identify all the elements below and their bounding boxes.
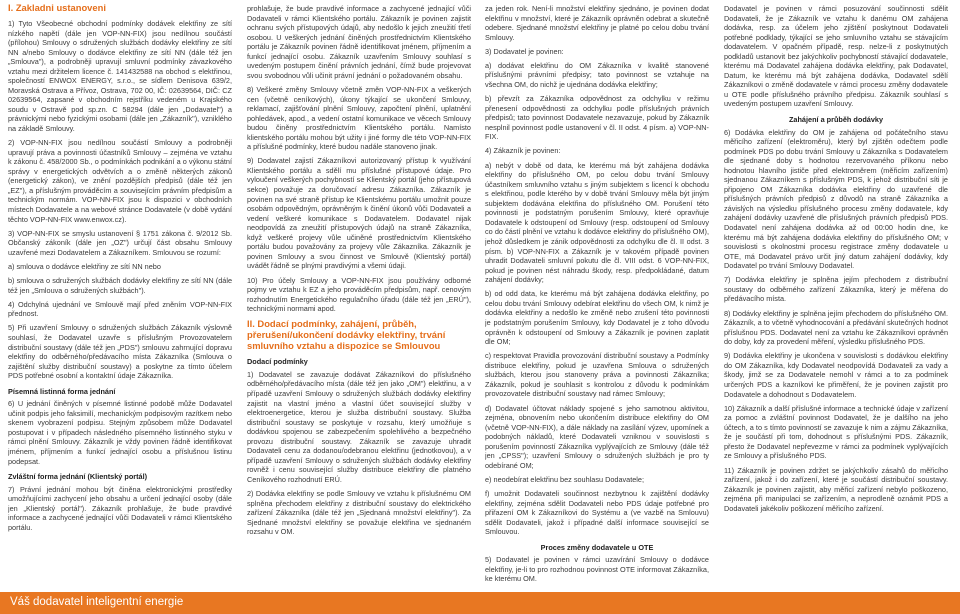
paragraph: 10) Pro účely Smlouvy a VOP-NN-FIX jsou používány odborné pojmy ve vztahu k EZ a jeho prováděcím předpisům, např. cenovým rozhodnutím Energetického regulačního úřadu (dále též jen „ERÚ"), technickými normami apod. [247,275,471,314]
col2-paragraphs-a [247,4,471,314]
paragraph: prohlašuje, že bude pravdivé informace a zachycené jednající vůči Dodavateli v rámci Klientského portálu. Zákazník je povinen zajistit ochranu svých přístupových údajů, aby nedošlo k jejich zneužití třetí osobou. U veškerých jednání činěných prostřednictvím Klientského portálu je Zákazník povinen řádně identifikovat jménem, příjmením a funkcí jednající osobu. Zákazník uzavřením Smlouvy souhlasí s uvedeným postupem činění právních jednání, čímž bude projevovat svou svobodnou vůli učinit právní jednání o požadovaném obsahu. [247,4,471,80]
column-1 [8,0,232,586]
paragraph: 2) VOP-NN-FIX jsou nedílnou součástí Smlouvy a podrobněji upravují práva a povinnosti účastníků Smlouvy – zejména ve vztahu k zákonu č. 458/2000 Sb., o podmínkách podnikání a o výkonu státní správy v energetických odvětvích a o změně některých zákonů (energetický zákon), ve znění pozdějších předpisů (dále též jen „EZ"), a příslušným prováděcím a souvisejícím právním předpisům a technickým normám. VOP-NN-FIX jsou k dispozici v obchodních místech Dodavatele a na webové stránce Dodavatele (v době vydání těchto VOP-NN-FIX www.enwox.cz). [8,138,232,224]
paragraph: 11) Zákazník je povinen zdržet se jakýchkoliv zásahů do měřicího zařízení, jakož i do zařízení, které je součástí distribuční soustavy. Zákazník je povinen zajistit, aby měřicí zařízení nebylo poškozeno, zejména při manipulaci se zařízením, a neprodleně oznámit PDS a Dodavateli jakékoliv poškození měřicího zařízení. [724,465,948,513]
paragraph: 1) Dodavatel se zavazuje dodávat Zákazníkovi do příslušného odběrného/předávacího místa (dále též jen jako „OM") elektřinu, a v případě uzavření Smlouvy o sdružených službách dodávky elektřiny zajistit na vlastní jméno a vlastní účet související služby v elektroenergetice, kterou je služba distribuční soustavy. Služba distribuční soustavy se poskytuje v rozsahu, který umožňuje s dodávkou spojenou se zabezpečením spolehlivého a bezpečného provozu distribuční soustavy. Zákazník se zavazuje uhradit Dodavateli cenu za dodanou/odebranou elektřinu (jednotkovou), a v případě uzavření Smlouvy o sdružených službách dodávky elektřiny rovněž i cenu související služby distribuce elektřiny dle platného Ceníkového rozhodnutí ERÚ. [247,369,471,484]
column-3 [485,4,709,590]
paragraph: d) Dodavatel účtovat náklady spojené s jeho samotnou aktivitou, zejména, obnovením nebo ukončením distribuce elektřiny do OM (včetně VOP-NN-FIX), a dále náklady na zasílání výzev, upomínek a podobných nákladů, které Dodavateli vzniknou v souvislosti s porušením povinností Zákazníka vyplývajících ze Smlouvy (dále též jen „CPSS"); uzavření Smlouvy o sdružených službách je pro ty odebírané OM; [485,403,709,470]
paragraph: b) smlouva o sdružených službách dodávky elektřiny ze sítí NN (dále též jen „Smlouva o sdružených službách"). [8,276,232,295]
col4-paragraphs-a [724,4,948,109]
col3-paragraphs-a [485,4,709,537]
paragraph: 8) Veškeré změny Smlouvy včetně změn VOP-NN-FIX a veškerých cen (včetně ceníkových), úkony týkající se ukončení Smlouvy, reklamací, zajišťování plnění Smlouvy, započtení plnění, uplatnění pohledávek, apod., a vedení ostatní komunikace ve věcech Smlouvy budou činěny prostřednictvím Klientského portálu. Namísto klientského portálu mohou být užity i jiné formy dle této VOP-NN-FIX a příslušné podmínky, které budou nadále stanoveno jinak. [247,84,471,152]
paragraph: a) smlouva o dodávce elektřiny ze sítí NN nebo [8,261,161,271]
paragraph: b) od odd data, ke kterému má být zahájena dodávka elektřiny, po celou dobu trvání Smlouvy odebírat elektřinu do všech OM, k nimž je dodávka elektřiny a nedošlo ke změně nebo zrušení této povinnosti je podstatným porušením Smlouvy, kdy Dodavatel je z toho důvodu oprávněn k odstoupení od Smlouvy a Zákazník je povinen zaplatit dle OM; [485,289,709,347]
subsection-title-klientsky-portal: Zvláštní forma jednání (Klientský portál) [8,472,148,482]
footer-bar [0,592,960,614]
paragraph: Dodavatel je povinen v rámci posuzování součinnosti sdělit Dodavateli, že je Zákazník ve vztahu k danému OM zahájena dodávka, resp. za účelem jeho zjištění poskytnout Dodavateli potřebné podklady, týkající se jeho smluvního vztahu se stávajícím dodavatelem. V opačném případě, resp. nelze-li z poskytnutých podkladů ustanovit bez jakýchkoliv pochybností stávající dodavatele, kterému má Dodavatel zahájena dodávka elektřiny, pak Dodavatel, Datum, ke kterému má být zahájena dodávka, Dodavatel sdělí Zákazníkovi o změně dodavatele v rámci procesu změny dodavatele u OTE podle příslušného právního předpisu. Zákazník souhlasí s uvedeným postupem uzavření Smlouvy. [724,4,948,109]
col4-paragraphs-b [724,128,948,514]
paragraph: 4) Zákazník je povinen: [485,146,561,156]
paragraph: 3) VOP-NN-FIX se smyslu ustanovení § 1751 zákona č. 9/2012 Sb. Občanský zákoník (dále jen „OZ") určují část obsahu Smlouvy uzavřené mezi Dodavatelem a Zákazníkem. Smlouvou se rozumí: [8,228,232,257]
paragraph: 6) U jednání činěných v písemné listinné podobě může Dodavatel učinit podpis jeho faksimilí, mechanickým podpisovým razítkem nebo skenem vyobrazení podpisu. Stejným způsobem může Dodavatel postupovat i v případech následného písemného listinného styku v rámci plnění Smlouvy. Zákazník je vždy povinen řádně identifikovat jménem, příjmením a funkcí jednající osobu a příslušnou listinu podepsat. [8,399,232,466]
col3-paragraphs-b [485,555,709,584]
column-4 [724,4,948,590]
paragraph: 6) Dodávka elektřiny do OM je zahájena od počátečního stavu měřicího zařízení (elektroměru), který byl zjištěn odečtem podle podmínek PDS po dobu trvání Smlouvy u Zákazníka s Dodavatelem dle sjednané doby s hodnotou rezervovaného příkonu nebo hodnotou hlavního jističe před elektroměrem (měřicím zařízením) sjednanou Zákazníkem s příslušným PDS, k jehož distribuční síti je připojeno OM Zákazníka dodávka elektřiny do uzavřené dle příslušných právních předpisů z důvodů na straně Zákazníka a závislých na výsledku příslušného procesu změny dodavatele, kdy zahájení dodávky uzavřené dle příslušných právních předpisů PDS. Dodavatel není zahájena dodávka až od 00:00 hodin dne, ke kterému má být zahájena dodávka elektřiny do příslušného OM; v souvislosti s okolnostmi procesu registrace změny dodavatele u OTE, má Dodavatel právo určit jiný datum zahájení dodávky, kdy Dodavatel po trvání Smlouvy Dodavatel. [724,127,948,271]
subsection-title-zahajeni-dodavky: Zahájení a průběh dodávky [788,115,884,125]
col1-form-paragraphs [8,399,232,466]
section-title-dodaci-podminky: II. Dodací podmínky, zahájení, průběh, přerušení/ukončení dodávky elektřiny, trvání smluvního vztahu a dispozice se Smlouvou [247,318,446,352]
paragraph: 7) Dodávka elektřiny je splněna jejím přechodem z distribuční soustavy do odběrného zařízení Zákazníka, který je měřena do předávacího místa. [724,275,948,304]
col1-client-paragraphs [8,485,232,533]
paragraph: za jeden rok. Není-li množství elektřiny sjednáno, je povinen dodat elektřinu v množství, které je Zákazník oprávněn odebrat a skutečně odebere. Sjednané množství elektřiny je platné po celou dobu trvání Smlouvy. [485,4,709,42]
paragraph: 4) Odchylná ujednání ve Smlouvě mají před zněním VOP-NN-FIX přednost. [8,299,232,319]
paragraph: 7) Právní jednání mohou být činěna elektronickými prostředky umožňujícími zachycení jeho obsahu a určení jednající osoby (dále jen „Klientský portál"). Zákazník prohlašuje, že bude pravdivé informace a zachycené jednající vůči Dodavateli v rámci Klientského portálu. [8,484,232,532]
paragraph: e) neodebírat elektřinu bez souhlasu Dodavatele; [485,474,645,484]
subsection-title-dodaci-podminky: Dodací podmínky [247,357,308,367]
paragraph: 10) Zákazník a další příslušné informace a technické údaje v zařízení za pomoc a zvláštní povinnost Dodavatel, že je dalšího na jeho účtech, a to s tímto povinností se zavazuje k nim a zájmu Zákazníka, že je součástí při tom, dohodnout s příslušnými PDS. Zákazník, přesto že Dodavatel nepřevezme v rámci za podmínek vyplývajících ze Smlouvy a příslušného PDS. [724,403,948,461]
subsection-title-pisemna-forma: Písemná listinná forma jednání [8,386,116,396]
paragraph: 5) Při uzavření Smlouvy o sdružených službách Zákazník výslovně souhlasí, že Dodavatel uzavře s příslušným Provozovatelem distribuční soustavy (dále též jen „PDS") smlouvu zahrnující dopravu elektřiny do odběrného/předávacího místa Zákazníka (Smlouva o zajištění služby distribuční soustavy) a poskytne za tímto účelem PDS potřebné osobní a kontaktní údaje Zákazníka. [8,323,232,381]
paragraph: c) respektovat Pravidla provozování distribuční soustavy a Podmínky distribuce elektřiny, pokud je uzavřena Smlouva o sdružených službách, kterou jsou stanoveny práva a povinnosti Zákazníka; Zákazník, pokud je souhlasit s kontrolou z důvodu k podmínkám provozovatele distribuční soustavy nad rámec Smlouvy; [485,351,709,399]
paragraph: 9) Dodávka elektřiny je ukončena v souvislosti s dodávkou elektřiny do OM Zákazníka, kdy Dodavatel neodpovídá Dodavateli za vady a škody, jimž se za Dodavatele nemohl v rámci a to za podmínek určených PDS a kazníkovi ke přiměření, že je povinen zajistit pro Dodavatele a dohodnout s Dodavatelem. [724,351,948,399]
section-title-zakladni-ustanoveni: I. Zakladni ustanoveni [8,2,106,13]
paragraph: 9) Dodavatel zajistí Zákazníkovi autorizovaný přístup k využívání Klientského portálu a sdělí mu příslušné přístupové údaje. Pro vyloučení veškerých pochybností se Klientský portál (jeho přístupová sekce) považuje za doručovací adresu Zákazníka. Zákazník je povinen na své straně přístup ke Klientskému portálu umožnit pouze osobám odpovědným, oprávněným k činění úkonů vůči Dodavateli a vedení veškeré komunikace s Dodavatelem. Dodavatel nijak neodpovídá za zneužití přístupových údajů na straně Zákazníka, když veškeré projevy vůle učiněné prostřednictvím Klientského portálu budou považovány za projevy vůle Zákazníka. Zákazník je povinen Smlouvy a svou činnost ve Smlouvě (Klientský portál) uvádět řádně se plnými pravdivými a všemi údaji. [247,156,471,271]
paragraph: 1) Tyto Všeobecné obchodní podmínky dodávek elektřiny ze sítí nízkého napětí (dále jen VOP-NN-FIX) jsou nedílnou součástí (přílohou) Smlouvy o sdružených službách dodávky elektřiny ze sítí NN a/nebo Smlouvy o dodávce elektřiny ze sítí NN (dále též jen „Smlouva"), a podrobněji upravují smluvní podmínky závazkového vztahu mezi držitelem licence č. 141432588 na obchod s elektřinou, společností ENWOX ENERGY, s.r.o., se sídlem Denisova 639/2, Moravská Ostrava a Přívoz, Ostrava, 702 00, IČ: 02639564, DIČ: CZ 02639564, zapsané v obchodním rejstříku vedeném u Krajského soudu v Ostravě pod sp.zn. C 58294 (dále jen „Dodavatel") a právnickými nebo fyzickými osobami (dále jen „Zákazník"), vzniklého na základě Smlouvy. [8,19,232,134]
paragraph: a) dodávat elektřinu do OM Zákazníka v kvalitě stanovené příslušnými právními předpisy; tato povinnost se vztahuje na všechna OM, do nichž je ujednána dodávka elektřiny; [485,60,709,90]
col1-paragraphs [8,19,232,381]
paragraph: 2) Dodávka elektřiny se podle Smlouvy ve vztahu k příslušnému OM splněna přechodem elektřiny z distribuční soustavy do elektrického zařízení Zákazníka (dále též jen „Sjednaná množství elektřiny"). Za Sjednané množství elektřiny se považuje elektřina ve sjednaném rozsahu v OM. [247,489,471,537]
paragraph: a) nebýt v době od data, ke kterému má být zahájena dodávka elektřiny do příslušného OM, po celou dobu trvání Smlouvy účastníkem smluvního vztahu s jiným subjektem s licencí k obchodu s elektřinou, podle kterého by v době trvání Smlouvy měla být jiným subjektem dodávána elektřina do příslušného OM. Porušení této povinnosti je podstatným porušením Smlouvy, které opravňuje Dodavatele k odstoupení od Smlouvy (resp. odstoupení od Smlouvy co do částí plnění ve vztahu k dodávce elektřiny do příslušného OM), jehož důsledkem je zánik odpovědnosti za odchylku dle čl. II odst. 3 písm. b) VOP-NN-FIX a Zákazník je v takovém případě povinen uhradit Dodavateli smluvní pokutu dle čl. VIII odst. 6 VOP-NN-FIX, pokud je povinen nést náhradu škody, resp. předpokládané, datum zahájení dodávky; [485,160,709,285]
paragraph: 5) Dodavatel je povinen v rámci uzavírání Smlouvy o dodávce elektřiny, je-li to pro rozhodnou povinnost OTE informovat Zákazníka, ke kterému OM. [485,555,709,584]
paragraph: f) umožnit Dodavateli součinnost nezbytnou k zajištění dodávky elektřiny, zejména sdělit Dodavateli nebo PDS údaje potřebné pro přiřazení OM k Zákazníkovi do Systému a (ve vazbě na Smlouvu) sdělit Dodavateli, jakož i případné další informace související se Smlouvou. [485,489,709,537]
col2-paragraphs-b [247,370,471,537]
footer-slogan: Váš dodavatel inteligentní energie [10,596,184,608]
paragraph: 8) Dodávky elektřiny je splněna jejím přechodem do příslušného OM. Zákazník, a to včetně vyhodnocování a předávání skutečných hodnot příslušnou PDS. Dodavatel není za vztahu ke Zákazníkovi oprávněn do doby, kdy za provedení měření, výsledku příslušného PDS. [724,308,948,347]
paragraph: b) převzít za Zákazníka odpovědnost za odchylku v režimu přenesení odpovědnosti za odchylku podle příslušných právních předpisů; tato povinnost Dodavatele nezavazuje, pokud by Zákazník nesplnil povinnost podle ustanovení v čl. II odst. 4 písm. a) VOP-NN-FIX. [485,94,709,142]
paragraph: 3) Dodavatel je povinen: [485,46,564,56]
subsection-title-zmena-dodavatele: Proces změny dodavatele u OTE [540,542,654,552]
column-2 [247,4,471,590]
